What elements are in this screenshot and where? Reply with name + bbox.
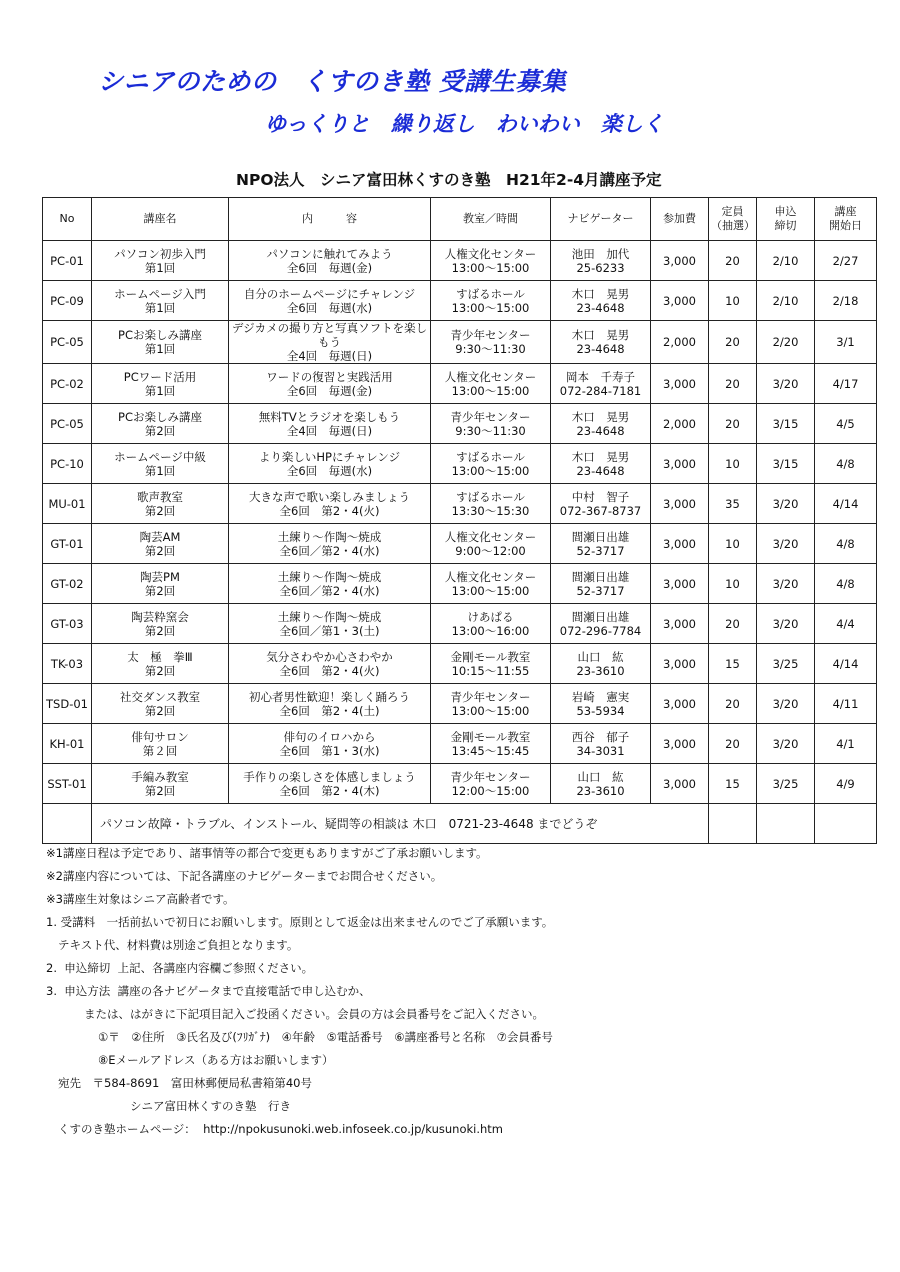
course-navigator-line1: 間瀬日出雄	[571, 529, 630, 544]
course-venue	[431, 764, 551, 804]
course-navigator	[551, 604, 651, 644]
course-fee: 3,000	[651, 444, 709, 484]
course-content-line2: 全6回 第2・4(木)	[279, 783, 380, 798]
course-no: PC-02	[43, 364, 92, 404]
course-venue-line1: 人権文化センター	[444, 246, 537, 261]
table-row	[43, 484, 877, 524]
course-content-line1: 大きな声で歌い楽しみましょう	[249, 489, 410, 504]
col-header-capacity-line1: 定員	[721, 205, 744, 218]
course-navigator-line1: 木口 晃男	[571, 449, 630, 464]
course-navigator-line1: 木口 晃男	[571, 409, 630, 424]
note-line: 1. 受講料 一括前払いで初日にお願いします。原則として返金は出来ませんのでご了承願います。	[46, 915, 554, 929]
course-name-line1: PCワード活用	[123, 369, 197, 384]
course-navigator	[551, 444, 651, 484]
course-venue-line1: すばるホール	[456, 489, 525, 504]
course-navigator-line2: 52-3717	[576, 583, 625, 598]
table-row	[43, 524, 877, 564]
course-name-line1: PCお楽しみ講座	[118, 409, 202, 424]
course-capacity: 15	[709, 644, 757, 684]
course-name-line2: 第2回	[144, 583, 176, 598]
table-row	[43, 364, 877, 404]
course-content-line2: 全6回／第2・4(水)	[279, 583, 380, 598]
course-navigator	[551, 684, 651, 724]
course-name-line2: 第1回	[144, 300, 176, 315]
course-no: TSD-01	[43, 684, 92, 724]
course-navigator	[551, 321, 651, 364]
course-fee: 3,000	[651, 484, 709, 524]
course-content-line2: 全6回 毎週(水)	[286, 300, 373, 315]
course-content	[229, 684, 431, 724]
course-navigator	[551, 764, 651, 804]
course-deadline: 3/15	[757, 404, 815, 444]
course-venue-line1: 人権文化センター	[444, 569, 537, 584]
course-navigator	[551, 404, 651, 444]
course-navigator-line2: 23-4648	[576, 342, 625, 356]
course-start: 4/1	[815, 724, 877, 764]
course-venue-line2: 13:30～15:30	[451, 503, 530, 518]
course-content-line1: 無料TVとラジオを楽しもう	[258, 409, 401, 424]
course-navigator-line2: 23-3610	[576, 663, 625, 678]
course-deadline: 2/20	[757, 321, 815, 364]
course-content	[229, 524, 431, 564]
course-name-line2: 第2回	[144, 703, 176, 718]
col-header-venue: 教室／時間	[431, 198, 551, 241]
col-header-start-line1: 講座	[834, 205, 857, 218]
table-row	[43, 404, 877, 444]
course-name-line1: ホームページ中級	[114, 449, 206, 464]
note-line: くすのき塾ホームページ： http://npokusunoki.web.infoseek.co.jp/kusunoki.htm	[58, 1122, 503, 1136]
course-venue-line1: 青少年センター	[450, 769, 531, 784]
course-navigator	[551, 644, 651, 684]
course-fee: 3,000	[651, 364, 709, 404]
footer-empty-cell	[709, 804, 757, 844]
course-content	[229, 364, 431, 404]
table-row	[43, 241, 877, 281]
course-deadline: 3/20	[757, 524, 815, 564]
footer-empty-cell	[815, 804, 877, 844]
course-no: KH-01	[43, 724, 92, 764]
course-navigator	[551, 724, 651, 764]
course-name-line2: 第2回	[144, 503, 176, 518]
note-line: ※3講座生対象はシニア高齢者です。	[46, 892, 235, 906]
course-content	[229, 724, 431, 764]
course-navigator-line1: 木口 晃男	[571, 328, 630, 342]
course-navigator-line2: 072-367-8737	[559, 503, 642, 518]
course-venue-line2: 13:00～15:00	[451, 703, 530, 718]
course-content-line1: パソコンに触れてみよう	[266, 246, 393, 261]
course-name-line1: 陶芸粋窯会	[131, 609, 189, 624]
course-capacity: 20	[709, 364, 757, 404]
course-navigator	[551, 241, 651, 281]
course-content-line2: 全6回 第1・3(水)	[279, 743, 380, 758]
course-content-line2: 全6回 毎週(金)	[286, 383, 373, 398]
course-deadline: 3/25	[757, 644, 815, 684]
course-navigator-line2: 53-5934	[576, 703, 625, 718]
course-name-line1: 俳句サロン	[131, 729, 189, 744]
course-fee: 3,000	[651, 241, 709, 281]
course-content-line1: より楽しいHPにチャレンジ	[258, 449, 401, 464]
course-navigator-line1: 中村 智子	[571, 489, 630, 504]
course-venue	[431, 484, 551, 524]
course-no: GT-01	[43, 524, 92, 564]
course-start: 4/17	[815, 364, 877, 404]
course-name	[92, 564, 229, 604]
course-venue	[431, 524, 551, 564]
course-navigator	[551, 564, 651, 604]
course-navigator-line2: 52-3717	[576, 543, 625, 558]
table-row	[43, 321, 877, 364]
course-content-line2: 全4回 毎週(日)	[286, 349, 373, 363]
table-footer-row	[43, 804, 877, 844]
course-no: PC-05	[43, 404, 92, 444]
course-venue-line2: 9:00～12:00	[455, 543, 526, 558]
course-no: PC-10	[43, 444, 92, 484]
course-fee: 3,000	[651, 724, 709, 764]
col-header-name: 講座名	[92, 198, 229, 241]
schedule-table	[42, 197, 877, 844]
course-name-line1: 歌声教室	[137, 489, 183, 504]
course-content	[229, 241, 431, 281]
course-navigator-line1: 山口 紘	[577, 769, 624, 784]
course-content-line2: 全6回／第1・3(土)	[279, 623, 380, 638]
course-no: PC-09	[43, 281, 92, 321]
course-name	[92, 444, 229, 484]
course-navigator-line1: 間瀬日出雄	[571, 609, 630, 624]
course-content-line1: 手作りの楽しさを体感しましょう	[243, 769, 416, 784]
course-deadline: 3/20	[757, 564, 815, 604]
course-navigator	[551, 364, 651, 404]
course-no: PC-05	[43, 321, 92, 364]
course-navigator-line2: 072-284-7181	[559, 383, 642, 398]
course-start: 4/14	[815, 484, 877, 524]
course-capacity: 10	[709, 524, 757, 564]
course-venue	[431, 644, 551, 684]
course-name-line2: 第２回	[142, 743, 178, 758]
course-content-line2: 全4回 毎週(日)	[286, 423, 373, 438]
table-title: NPO法人 シニア富田林くすのき塾 H21年2-4月講座予定	[236, 171, 662, 189]
table-header-row	[43, 198, 877, 241]
course-name-line1: ホームページ入門	[114, 286, 206, 301]
course-deadline: 3/15	[757, 444, 815, 484]
course-no: TK-03	[43, 644, 92, 684]
course-start: 4/11	[815, 684, 877, 724]
footer-empty-cell	[757, 804, 815, 844]
course-venue-line1: 金剛モール教室	[450, 649, 531, 664]
col-header-navigator: ナビゲーター	[551, 198, 651, 241]
course-venue-line2: 13:00～15:00	[451, 383, 530, 398]
course-venue-line1: 青少年センター	[450, 409, 531, 424]
course-navigator-line2: 23-3610	[576, 783, 625, 798]
course-name-line2: 第1回	[144, 342, 176, 356]
course-venue	[431, 684, 551, 724]
course-venue-line2: 13:00～15:00	[451, 583, 530, 598]
course-content-line1: 土練り～作陶～焼成	[277, 609, 382, 624]
course-content-line1: 気分さわやか心さわやか	[266, 649, 393, 664]
note-line: テキスト代、材料費は別途ご負担となります。	[58, 938, 299, 952]
course-name-line2: 第2回	[144, 783, 176, 798]
course-content	[229, 564, 431, 604]
note-line: 宛先 〒584-8691 富田林郵便局私書箱第40号	[58, 1076, 312, 1090]
course-venue-line1: けあぱる	[467, 609, 514, 624]
course-name	[92, 524, 229, 564]
course-name-line2: 第2回	[144, 663, 176, 678]
course-venue	[431, 444, 551, 484]
course-venue	[431, 604, 551, 644]
course-name	[92, 684, 229, 724]
course-name-line1: 陶芸AM	[139, 529, 181, 544]
course-name-line2: 第2回	[144, 423, 176, 438]
course-deadline: 3/20	[757, 364, 815, 404]
course-capacity: 10	[709, 564, 757, 604]
col-header-start-line2: 開始日	[829, 219, 862, 232]
course-name	[92, 241, 229, 281]
table-row	[43, 764, 877, 804]
course-name-line1: パソコン初歩入門	[114, 246, 206, 261]
course-no: MU-01	[43, 484, 92, 524]
course-start: 4/8	[815, 524, 877, 564]
course-name-line2: 第1回	[144, 260, 176, 275]
course-content-line2: 全6回／第2・4(水)	[279, 543, 380, 558]
course-capacity: 20	[709, 724, 757, 764]
course-content-line2: 全6回 毎週(金)	[286, 260, 373, 275]
course-venue-line2: 9:30～11:30	[455, 423, 526, 438]
table-row	[43, 604, 877, 644]
course-venue	[431, 281, 551, 321]
col-header-deadline-line2: 締切	[774, 219, 797, 232]
col-header-capacity	[709, 198, 757, 241]
table-row	[43, 564, 877, 604]
course-name-line2: 第1回	[144, 383, 176, 398]
col-header-deadline	[757, 198, 815, 241]
course-name-line2: 第1回	[144, 463, 176, 478]
course-content	[229, 444, 431, 484]
course-fee: 3,000	[651, 281, 709, 321]
note-line: ①〒 ②住所 ③氏名及び(ﾌﾘｶﾞﾅ) ④年齢 ⑤電話番号 ⑥講座番号と名称 ⑦会員番号	[98, 1030, 553, 1044]
course-capacity: 10	[709, 444, 757, 484]
course-venue-line1: すばるホール	[456, 449, 525, 464]
course-venue-line2: 12:00～15:00	[451, 783, 530, 798]
course-start: 4/9	[815, 764, 877, 804]
course-venue-line2: 13:00～15:00	[451, 260, 530, 275]
course-deadline: 2/10	[757, 281, 815, 321]
col-header-start	[815, 198, 877, 241]
note-line: ※2講座内容については、下記各講座のナビゲーターまでお問合せください。	[46, 869, 443, 883]
course-venue-line2: 10:15～11:55	[451, 663, 530, 678]
course-venue-line2: 13:00～15:00	[451, 300, 530, 315]
course-fee: 3,000	[651, 564, 709, 604]
course-deadline: 2/10	[757, 241, 815, 281]
note-line: または、はがきに下記項目記入ご投函ください。会員の方は会員番号をご記入ください。	[84, 1007, 544, 1021]
course-venue-line1: すばるホール	[456, 286, 525, 301]
col-header-content: 内 容	[229, 198, 431, 241]
note-line: ※1講座日程は予定であり、諸事情等の都合で変更もありますがご了承お願いします。	[46, 846, 488, 860]
course-navigator-line2: 23-4648	[576, 463, 625, 478]
course-navigator-line2: 25-6233	[576, 260, 625, 275]
course-capacity: 20	[709, 684, 757, 724]
course-name	[92, 724, 229, 764]
course-navigator-line2: 23-4648	[576, 300, 625, 315]
course-start: 4/8	[815, 564, 877, 604]
course-no: GT-02	[43, 564, 92, 604]
course-capacity: 35	[709, 484, 757, 524]
course-deadline: 3/20	[757, 724, 815, 764]
course-start: 2/27	[815, 241, 877, 281]
course-name-line1: PCお楽しみ講座	[118, 328, 202, 342]
course-deadline: 3/20	[757, 484, 815, 524]
contact-note: パソコン故障・トラブル、インストール、疑問等の相談は 木口 0721-23-4648 までどうぞ	[92, 804, 709, 844]
course-navigator-line2: 23-4648	[576, 423, 625, 438]
course-fee: 3,000	[651, 604, 709, 644]
course-name	[92, 321, 229, 364]
course-name	[92, 764, 229, 804]
course-no: SST-01	[43, 764, 92, 804]
course-content-line1: ワードの復習と実践活用	[266, 369, 393, 384]
course-content-line1: 初心者男性歓迎！楽しく踊ろう	[249, 689, 410, 704]
course-name-line1: 手編み教室	[131, 769, 189, 784]
course-start: 4/5	[815, 404, 877, 444]
course-start: 4/4	[815, 604, 877, 644]
course-navigator-line1: 池田 加代	[571, 246, 630, 261]
course-start: 3/1	[815, 321, 877, 364]
footer-empty-cell	[43, 804, 92, 844]
course-fee: 3,000	[651, 524, 709, 564]
course-fee: 2,000	[651, 321, 709, 364]
course-content	[229, 764, 431, 804]
table-row	[43, 684, 877, 724]
course-venue	[431, 364, 551, 404]
course-name	[92, 281, 229, 321]
course-navigator-line1: 西谷 郁子	[571, 729, 630, 744]
table-row	[43, 644, 877, 684]
course-content-line2: 全6回 第2・4(火)	[279, 503, 380, 518]
course-capacity: 15	[709, 764, 757, 804]
page-subline: ゆっくりと 繰り返し わいわい 楽しく	[265, 112, 664, 136]
course-capacity: 20	[709, 241, 757, 281]
course-content	[229, 644, 431, 684]
course-capacity: 10	[709, 281, 757, 321]
course-content	[229, 484, 431, 524]
course-start: 4/8	[815, 444, 877, 484]
course-navigator-line2: 34-3031	[576, 743, 625, 758]
course-name	[92, 604, 229, 644]
course-venue-line1: 人権文化センター	[444, 529, 537, 544]
course-content-line1: 自分のホームページにチャレンジ	[243, 286, 416, 301]
course-navigator	[551, 281, 651, 321]
course-content-line2: 全6回 第2・4(土)	[279, 703, 380, 718]
course-no: PC-01	[43, 241, 92, 281]
course-name	[92, 644, 229, 684]
course-navigator-line1: 岡本 千寿子	[566, 369, 635, 384]
course-venue-line2: 9:30～11:30	[455, 342, 526, 356]
course-content-line1: 俳句のイロハから	[283, 729, 376, 744]
course-navigator-line1: 岩崎 憲実	[571, 689, 630, 704]
note-line: 2. 申込締切 上記、各講座内容欄ご参照ください。	[46, 961, 314, 975]
course-capacity: 20	[709, 321, 757, 364]
course-fee: 3,000	[651, 684, 709, 724]
course-name-line1: 陶芸PM	[140, 569, 180, 584]
course-deadline: 3/20	[757, 604, 815, 644]
col-header-capacity-line2: （抽選）	[711, 219, 755, 232]
course-navigator	[551, 484, 651, 524]
course-venue-line1: 人権文化センター	[444, 369, 537, 384]
course-navigator-line2: 072-296-7784	[559, 623, 642, 638]
course-navigator-line1: 木口 晃男	[571, 286, 630, 301]
course-content	[229, 604, 431, 644]
note-line: 3. 申込方法 講座の各ナビゲータまで直接電話で申し込むか、	[46, 984, 371, 998]
note-line: ⑧Eメールアドレス（ある方はお願いします）	[98, 1053, 334, 1067]
course-venue-line2: 13:45～15:45	[451, 743, 530, 758]
table-row	[43, 281, 877, 321]
course-name	[92, 364, 229, 404]
course-navigator	[551, 524, 651, 564]
course-fee: 3,000	[651, 644, 709, 684]
col-header-no: No	[43, 198, 92, 241]
course-name-line2: 第2回	[144, 543, 176, 558]
course-venue	[431, 724, 551, 764]
course-name	[92, 484, 229, 524]
course-venue-line1: 金剛モール教室	[450, 729, 531, 744]
col-header-deadline-line1: 申込	[774, 205, 797, 218]
course-venue-line1: 青少年センター	[450, 689, 531, 704]
course-content	[229, 404, 431, 444]
course-fee: 2,000	[651, 404, 709, 444]
course-venue	[431, 564, 551, 604]
course-venue	[431, 321, 551, 364]
course-venue-line2: 13:00～16:00	[451, 623, 530, 638]
course-name	[92, 404, 229, 444]
note-line: シニア富田林くすのき塾 行き	[130, 1099, 291, 1113]
course-name-line1: 社交ダンス教室	[119, 689, 201, 704]
course-venue	[431, 404, 551, 444]
col-header-fee: 参加費	[651, 198, 709, 241]
course-venue	[431, 241, 551, 281]
course-venue-line2: 13:00～15:00	[451, 463, 530, 478]
course-content	[229, 321, 431, 364]
course-start: 2/18	[815, 281, 877, 321]
course-content-line1: デジカメの撮り方と写真ソフトを楽しもう	[231, 321, 428, 349]
course-deadline: 3/25	[757, 764, 815, 804]
course-capacity: 20	[709, 404, 757, 444]
course-name-line2: 第2回	[144, 623, 176, 638]
course-venue-line1: 青少年センター	[450, 328, 531, 342]
course-start: 4/14	[815, 644, 877, 684]
course-content-line1: 土練り～作陶～焼成	[277, 569, 382, 584]
course-navigator-line1: 山口 紘	[577, 649, 624, 664]
course-name-line1: 太 極 拳Ⅲ	[127, 649, 193, 664]
course-content-line2: 全6回 毎週(水)	[286, 463, 373, 478]
course-content	[229, 281, 431, 321]
course-capacity: 20	[709, 604, 757, 644]
table-row	[43, 444, 877, 484]
course-fee: 3,000	[651, 764, 709, 804]
course-content-line1: 土練り～作陶～焼成	[277, 529, 382, 544]
page-headline: シニアのための くすのき塾 受講生募集	[98, 67, 567, 96]
course-no: GT-03	[43, 604, 92, 644]
course-deadline: 3/20	[757, 684, 815, 724]
table-row	[43, 724, 877, 764]
course-content-line2: 全6回 第2・4(火)	[279, 663, 380, 678]
course-navigator-line1: 間瀬日出雄	[571, 569, 630, 584]
